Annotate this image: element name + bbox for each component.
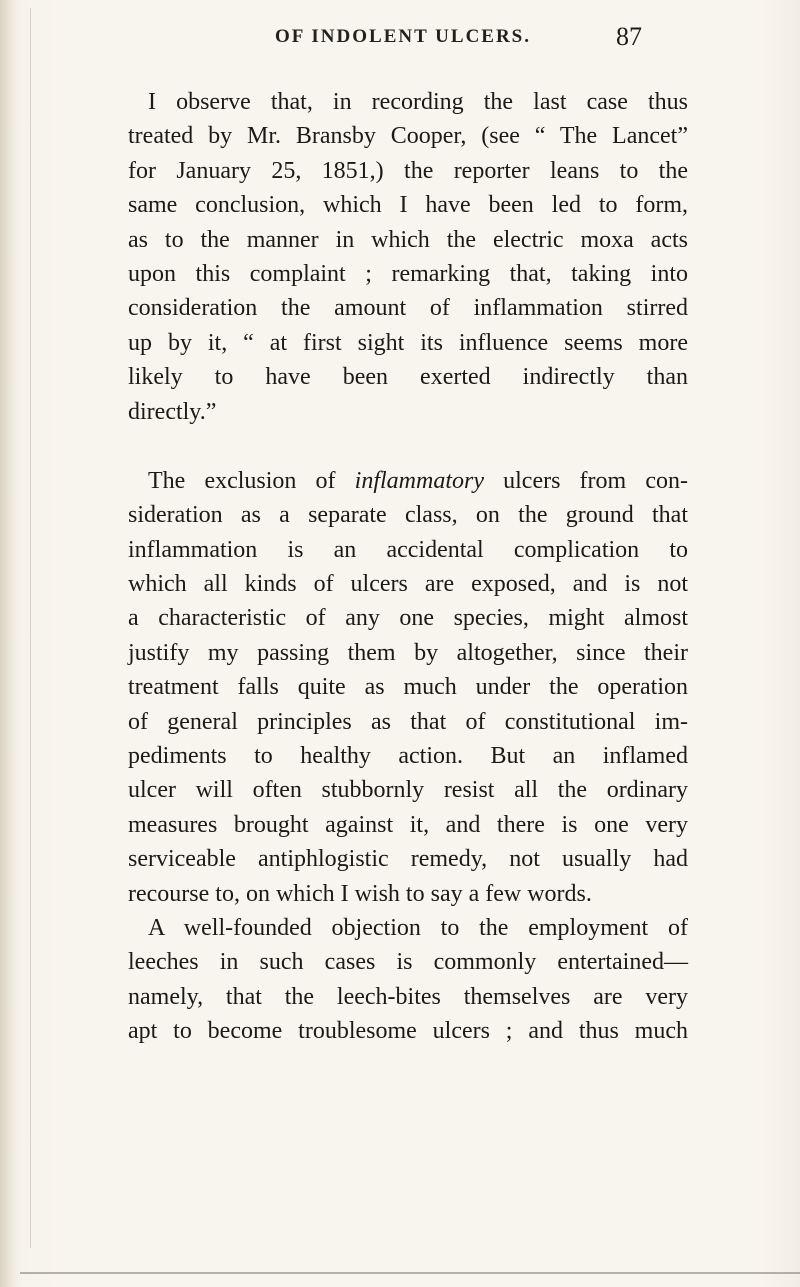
binding-edge: [0, 0, 14, 1287]
paragraph-2: [128, 464, 688, 911]
text-line: ulcer will often stubbornly resist all the ordinary: [128, 777, 688, 804]
text-line: directly.”: [128, 398, 217, 425]
text-run: The exclusion of: [148, 467, 355, 494]
text-line: consideration the amount of inflammation stirred: [128, 295, 688, 322]
paragraph-spacer: [128, 429, 688, 464]
text-line: I observe that, in recording the last case thus: [148, 89, 688, 115]
text-line: upon this complaint ; remarking that, taking into: [128, 260, 688, 287]
text-line: A well-founded objection to the employment of: [148, 914, 688, 941]
text-line: as to the manner in which the electric moxa acts: [128, 226, 688, 253]
body-text: [128, 85, 688, 1049]
text-line: treatment falls quite as much under the operation: [128, 674, 688, 701]
running-head: OF INDOLENT ULCERS.: [274, 26, 532, 47]
text-line: pediments to healthy action. But an inflamed: [128, 743, 688, 770]
page-bottom-edge: [20, 1272, 800, 1274]
italic-word: inflammatory: [354, 467, 484, 494]
text-line: inflammation is an accidental complication to: [128, 536, 688, 563]
text-line: a characteristic of any one species, might almost: [128, 605, 688, 632]
text-line: same conclusion, which I have been led to form,: [128, 192, 688, 219]
text-line: measures brought against it, and there is one very: [128, 811, 688, 838]
text-line: apt to become troublesome ulcers ; and thus much: [128, 1018, 688, 1045]
text-line: which all kinds of ulcers are exposed, and is not: [128, 571, 688, 598]
text-line: up by it, “ at first sight its influence seems more: [128, 329, 688, 356]
text-line: serviceable antiphlogistic remedy, not usually had: [128, 846, 688, 873]
text-run: ulcers from con-: [484, 467, 688, 494]
text-line: of general principles as that of constitutional im-: [128, 708, 688, 735]
binding-shadow-line: [30, 8, 31, 1248]
text-line: for January 25, 1851,) the reporter leans to the: [128, 157, 688, 184]
text-line: namely, that the leech-bites themselves are very: [128, 983, 688, 1010]
paragraph-3: [128, 911, 688, 1049]
paragraph-1: [128, 85, 688, 429]
text-line: leeches in such cases is commonly entertained—: [128, 949, 688, 976]
page-number: 87: [616, 22, 642, 51]
text-line: treated by Mr. Bransby Cooper, (see “ The Lancet”: [128, 123, 688, 150]
text-line: recourse to, on which I wish to say a few words.: [128, 880, 592, 907]
text-line: [128, 464, 688, 498]
text-line: sideration as a separate class, on the ground that: [128, 502, 688, 529]
text-line: justify my passing them by altogether, since their: [128, 639, 688, 666]
text-line: likely to have been exerted indirectly than: [128, 364, 688, 391]
